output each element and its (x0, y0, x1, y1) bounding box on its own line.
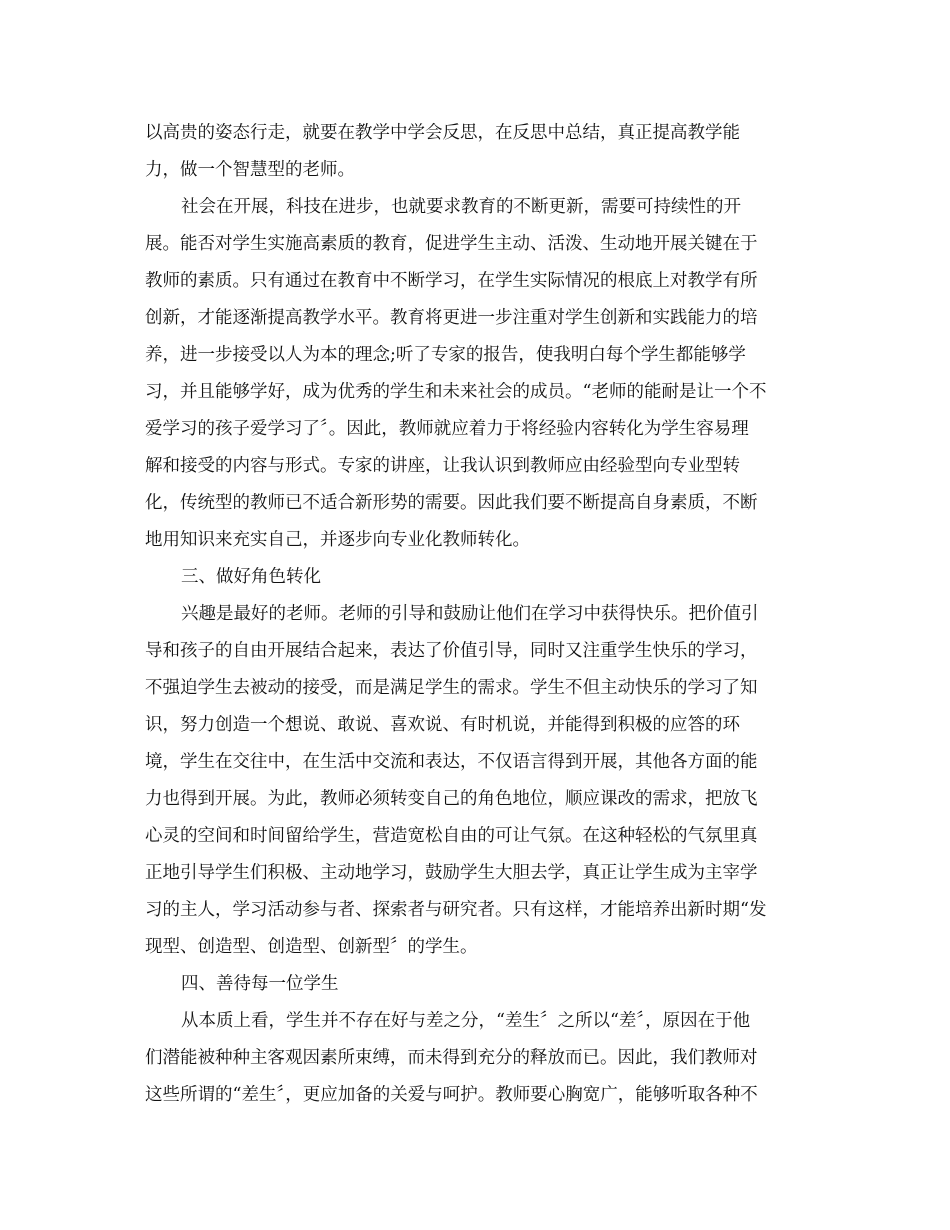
text-line: 地用知识来充实自己，并逐步向专业化教师转化。 (145, 530, 530, 550)
text-line: 正地引导学生们积极、主动地学习，鼓励学生大胆去学，真正让学生成为主宰学 (145, 863, 758, 883)
text-line: 识，努力创造一个想说、敢说、喜欢说、有时机说，并能得到积极的应答的环 (145, 715, 740, 735)
paragraph-start-line: 兴趣是最好的老师。老师的引导和鼓励让他们在学习中获得快乐。把价值引 (181, 604, 759, 624)
text-line: 习的主人，学习活动参与者、探索者与研究者。只有这样，才能培养出新时期“发 (145, 900, 767, 920)
text-line: 习，并且能够学好，成为优秀的学生和未来社会的成员。“老师的能耐是让一个不 (145, 382, 767, 402)
text-line: 化，传统型的教师已不适合新形势的需要。因此我们要不断提高自身素质，不断 (145, 493, 758, 513)
text-line: 解和接受的内容与形式。专家的讲座，让我认识到教师应由经验型向专业型转 (145, 456, 740, 476)
body-text (145, 115, 805, 1114)
text-line: 教师的素质。只有通过在教育中不断学习，在学生实际情况的根底上对教学有所 (145, 271, 758, 291)
text-line: 以高贵的姿态行走，就要在教学中学会反思，在反思中总结，真正提高教学能 (145, 123, 740, 143)
text-line: 现型、创造型、创造型、创新型〞的学生。 (145, 937, 478, 957)
text-line: 导和孩子的自由开展结合起来，表达了价值引导，同时又注重学生快乐的学习， (145, 641, 758, 661)
section-heading: 四、善待每一位学生 (181, 974, 339, 994)
text-line: 展。能否对学生实施高素质的教育，促进学生主动、活泼、生动地开展关键在于 (145, 234, 758, 254)
section-heading: 三、做好角色转化 (181, 567, 321, 587)
text-line: 境，学生在交往中，在生活中交流和表达，不仅语言得到开展，其他各方面的能 (145, 752, 758, 772)
paragraph-start-line: 从本质上看，学生并不存在好与差之分，“差生〞之所以“差〞，原因在于他 (181, 1011, 751, 1031)
text-line: 养，进一步接受以人为本的理念;听了专家的报告，使我明白每个学生都能够学 (145, 345, 746, 365)
text-line: 这些所谓的“差生〞，更应加备的关爱与呵护。教师要心胸宽广，能够听取各种不 (145, 1085, 758, 1105)
text-line: 创新，才能逐渐提高教学水平。教育将更进一步注重对学生创新和实践能力的培 (145, 308, 758, 328)
text-line: 力也得到开展。为此，教师必须转变自己的角色地位，顺应课改的需求，把放飞 (145, 789, 758, 809)
text-line: 不强迫学生去被动的接受，而是满足学生的需求。学生不但主动快乐的学习了知 (145, 678, 758, 698)
text-line: 们潜能被种种主客观因素所束缚，而未得到充分的释放而已。因此，我们教师对 (145, 1048, 758, 1068)
text-line: 爱学习的孩子爱学习了〞。因此，教师就应着力于将经验内容转化为学生容易理 (145, 419, 749, 439)
paragraph-start-line: 社会在开展，科技在进步，也就要求教育的不断更新，需要可持续性的开 (181, 197, 741, 217)
text-line: 力，做一个智慧型的老师。 (145, 160, 355, 180)
text-line: 心灵的空间和时间留给学生，营造宽松自由的可让气氛。在这种轻松的气氛里真 (145, 826, 758, 846)
